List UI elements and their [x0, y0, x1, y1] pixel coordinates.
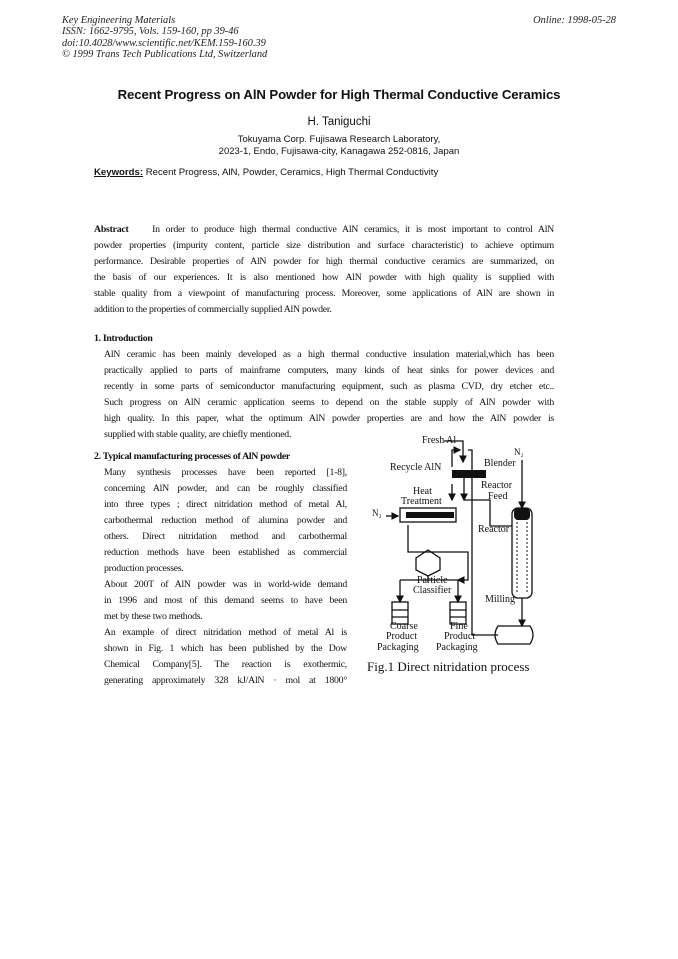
figure-caption: Fig.1 Direct nitridation process	[367, 659, 530, 674]
coarse-label-2: Product	[386, 631, 418, 642]
journal-name: Key Engineering Materials	[62, 15, 176, 26]
section2-line: carbothermal reduction method of alumina powder and	[104, 515, 347, 526]
section2-line: met by these two methods.	[104, 611, 203, 622]
blender-label: Blender	[484, 458, 516, 469]
intro-line: high quality. In this paper, what the optimum AlN powder properties are and how the AlN powder is	[104, 413, 554, 424]
mill-body	[495, 626, 533, 644]
issn-line: ISSN: 1662-9795, Vols. 159-160, pp 39-46	[62, 26, 239, 38]
section2-line: production processes.	[104, 563, 184, 574]
reactor-interior	[517, 514, 527, 592]
keywords-label: Keywords:	[94, 167, 144, 178]
section2-line: generating approximately 328 kJ/AlN · mol at 1800°	[104, 675, 347, 686]
classifier-label-2: Classifier	[413, 585, 452, 596]
classifier-label-1: Particle	[417, 575, 448, 586]
feed-pipe	[464, 500, 512, 526]
affiliation-line-1: Tokuyama Corp. Fujisawa Research Laboratory,	[237, 134, 441, 145]
abstract-line: stable quality from a viewpoint of manufacturing process. Moreover, some applications of AlN are shown in	[94, 288, 554, 299]
recycle-arrow	[452, 450, 460, 467]
author: H. Taniguchi	[307, 116, 371, 128]
section2-heading: 2. Typical manufacturing processes of AlN powder	[94, 451, 290, 462]
paper-title: Recent Progress on AlN Powder for High Thermal Conductive Ceramics	[117, 87, 561, 102]
abstract-label: Abstract	[94, 224, 129, 235]
coarse-label-3: Packaging	[377, 642, 419, 653]
section2-line: concerning AlN powder, and can be roughly classified	[104, 483, 347, 494]
reactor-cap	[514, 508, 530, 520]
section2-line: Chemical Company[5]. The reaction is exothermic,	[104, 659, 347, 670]
copyright-line: © 1999 Trans Tech Publications Ltd, Switzerland	[62, 48, 268, 60]
reactor-return-line	[408, 525, 468, 580]
recycle-aln-label: Recycle AlN	[390, 462, 442, 473]
reactor-feed-label-2: Feed	[488, 491, 508, 502]
section2-line: Many synthesis processes have been reported [1-8],	[104, 467, 347, 478]
reactor-label: Reactor	[478, 524, 510, 535]
section2-line: shown in Fig. 1 which has been published by the Dow	[104, 643, 347, 654]
coarse-label-1: Coarse	[390, 621, 418, 632]
fine-label-1: Fine	[450, 621, 468, 632]
keywords-text: Recent Progress, AlN, Powder, Ceramics, High Thermal Conductivity	[143, 167, 439, 178]
milling-label: Milling	[485, 594, 516, 605]
section2-line: others. Direct nitridation method and carbothermal	[104, 531, 347, 542]
fine-label-2: Product	[444, 631, 476, 642]
intro-heading: 1. Introduction	[94, 333, 153, 344]
abstract-line: powder properties (impurity content, particle size distribution and surface characteristic) to achieve optimum	[94, 240, 554, 251]
section2-line: An example of direct nitridation method of metal Al is	[104, 627, 347, 638]
intro-line: recently in some parts of semiconductor manufacturing equipment, such as plasma CVD, dry etcher etc..	[104, 381, 554, 392]
keywords	[94, 167, 438, 178]
doi-line: doi:10.4028/www.scientific.net/KEM.159-160.39	[62, 37, 266, 49]
abstract-line: addition to the properties of commercially supplied AlN powder.	[94, 304, 332, 315]
n2-top-label: N₂	[514, 447, 524, 457]
intro-line: Such progress on AlN ceramic application seems to depend on the stable supply of AlN powder with	[104, 397, 554, 408]
abstract-line: the basis of our experiences. It is also mentioned how AlN powder with high quality is supplied with	[94, 272, 554, 283]
fine-label-3: Packaging	[436, 642, 478, 653]
abstract-line: Abstract In order to produce high thermal conductive AlN ceramics, it is most important to control AlN	[94, 224, 554, 235]
blender-hatch	[452, 470, 486, 478]
section2-line: About 200T of AlN powder was in world-wide demand	[104, 579, 347, 590]
journal-header	[62, 15, 267, 60]
intro-line: supplied with stable quality, are chiefly mentioned.	[104, 429, 292, 440]
reactor-feed-label-1: Reactor	[481, 480, 513, 491]
classifier-body	[416, 550, 440, 576]
intro-line: practically applied to parts of mainframe computers, many kinds of heat sinks for power devices and	[104, 365, 554, 376]
section2-line: reduction methods have been established as commercial	[104, 547, 347, 558]
online-date: Online: 1998-05-28	[533, 15, 616, 26]
abstract-line: performance. Desirable properties of AlN powder for high thermal conductive ceramics are summarized, on	[94, 256, 554, 267]
heat-treatment-label-1: Heat	[413, 486, 432, 497]
fresh-al-label: Fresh Al	[422, 435, 457, 446]
heat-treatment-label-2: Treatment	[401, 496, 442, 507]
reactor-vessel	[512, 508, 532, 598]
coarse-bin-bands	[392, 610, 408, 617]
section2-line: into three types ; direct nitridation method of metal Al,	[104, 499, 347, 510]
fine-bin-bands	[450, 610, 466, 617]
section2-line: in 1996 and most of this demand seems to have been	[104, 595, 347, 606]
intro-line: AlN ceramic has been mainly developed as a high thermal conductive insulation material,which has been	[104, 349, 554, 360]
affiliation-line-2: 2023-1, Endo, Fujisawa-city, Kanagawa 252-0816, Japan	[218, 146, 460, 157]
heat-treatment-band	[406, 512, 454, 518]
n2-left-label: N₂	[372, 508, 382, 518]
